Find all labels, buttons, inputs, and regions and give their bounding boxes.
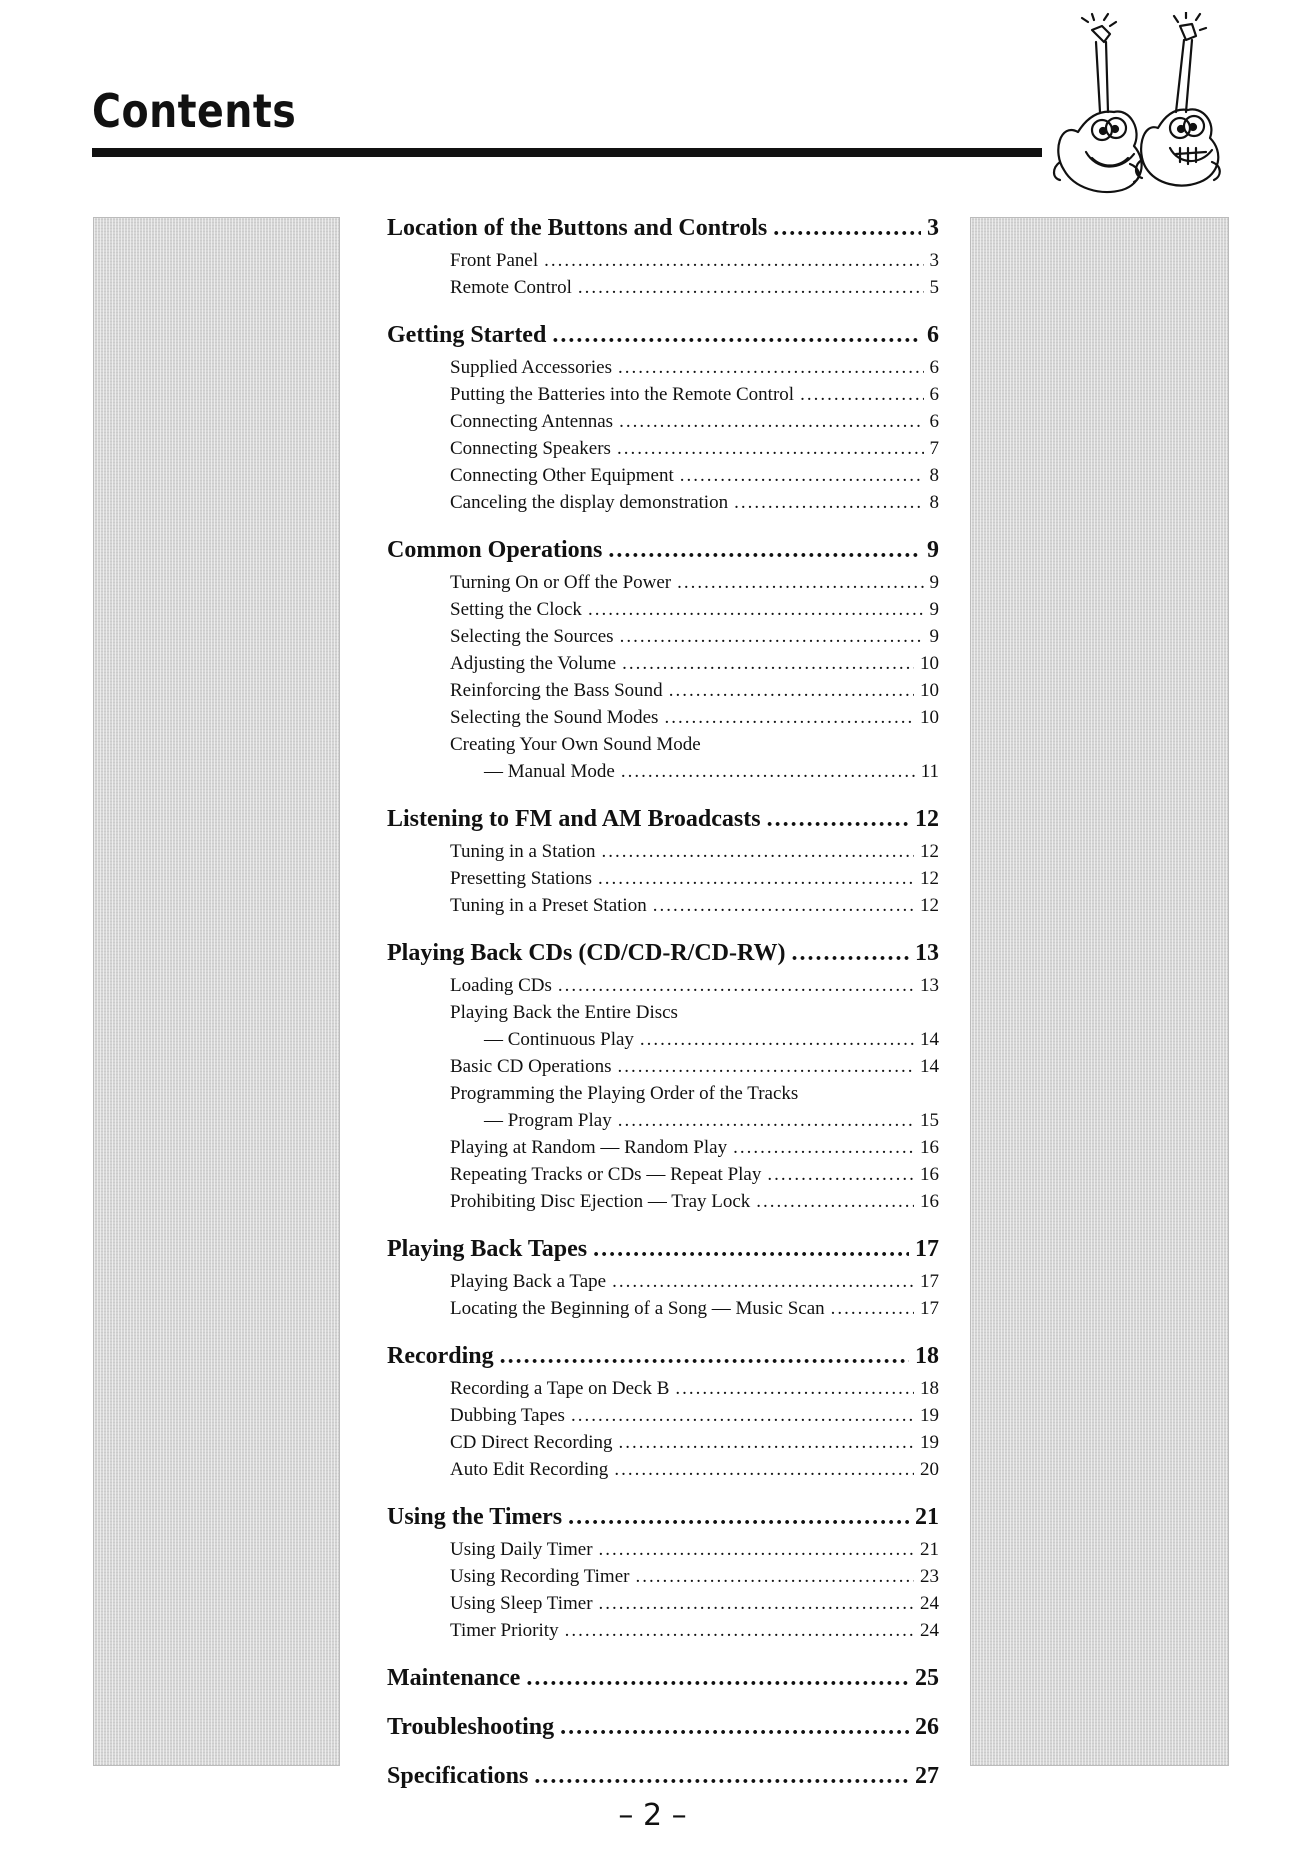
leader-dots	[669, 677, 914, 704]
page-number: – 2 –	[618, 1798, 687, 1833]
toc-entry-page: 11	[920, 761, 939, 782]
toc-entry-page: 10	[920, 707, 939, 728]
leader-dots	[617, 1053, 914, 1080]
leader-dots	[791, 938, 909, 968]
toc-entry[interactable]	[387, 596, 939, 623]
toc-entry-label: — Continuous Play	[484, 1029, 634, 1050]
toc-entry[interactable]	[387, 354, 939, 381]
toc-entry-label: Repeating Tracks or CDs — Repeat Play	[450, 1164, 762, 1185]
toc-entry-label: Dubbing Tapes	[450, 1405, 565, 1426]
toc-entry-label: Selecting the Sources	[450, 626, 614, 647]
leader-dots	[622, 650, 914, 677]
toc-entry-page: 10	[920, 680, 939, 701]
toc-entry[interactable]	[387, 704, 939, 731]
leader-dots	[831, 1295, 914, 1322]
toc-entry[interactable]	[387, 1375, 939, 1402]
toc-entry-label: Connecting Other Equipment	[450, 465, 674, 486]
toc-entry-label: Using Recording Timer	[450, 1566, 630, 1587]
toc-entry-label: CD Direct Recording	[450, 1432, 613, 1453]
toc-section[interactable]	[387, 804, 939, 834]
toc-entry[interactable]	[387, 1563, 939, 1590]
toc-entry[interactable]	[387, 1429, 939, 1456]
toc-section-page: 18	[915, 1343, 939, 1369]
toc-entry-label: Loading CDs	[450, 975, 552, 996]
toc-entry-label: Using Daily Timer	[450, 1539, 593, 1560]
toc-entry-label: Programming the Playing Order of the Tracks	[450, 1083, 799, 1104]
toc-entry-label: — Program Play	[484, 1110, 612, 1131]
leader-dots	[544, 247, 923, 274]
toc-section-page: 13	[915, 940, 939, 966]
toc-entry[interactable]	[387, 865, 939, 892]
toc-section-label: Recording	[387, 1343, 494, 1369]
toc-entry-label: Playing at Random — Random Play	[450, 1137, 728, 1158]
leader-dots	[558, 972, 914, 999]
toc-entry-page: 23	[920, 1566, 939, 1587]
leader-dots	[621, 758, 915, 785]
toc-entry-page: 24	[920, 1593, 939, 1614]
leader-dots	[767, 804, 909, 834]
toc-section[interactable]	[387, 938, 939, 968]
toc-entry-page: 16	[920, 1137, 939, 1158]
toc-entry[interactable]	[387, 247, 939, 274]
toc-entry-page: 3	[929, 250, 939, 271]
toc-entry-page: 9	[929, 599, 939, 620]
toc-section[interactable]	[387, 1663, 939, 1693]
toc-entry-page: 9	[929, 572, 939, 593]
left-shaded-panel	[93, 217, 340, 1766]
toc-entry-label: Remote Control	[450, 277, 572, 298]
toc-entry-page: 17	[920, 1298, 939, 1319]
toc-entry-label: Connecting Antennas	[450, 411, 614, 432]
toc-entry-page: 6	[929, 384, 939, 405]
toc-section-page: 3	[927, 215, 939, 241]
leader-dots	[653, 892, 914, 919]
toc-entry-label: Front Panel	[450, 250, 539, 271]
guitar-mascots-illustration	[1030, 12, 1240, 212]
toc-entry-label: Prohibiting Disc Ejection — Tray Lock	[450, 1191, 751, 1212]
toc-entry-page: 20	[920, 1459, 939, 1480]
leader-dots	[612, 1268, 914, 1295]
toc-section-label: Location of the Buttons and Controls	[387, 215, 768, 241]
leader-dots	[568, 1502, 909, 1532]
toc-section-page: 6	[927, 322, 939, 348]
toc-entry-label: Supplied Accessories	[450, 357, 613, 378]
toc-entry[interactable]	[387, 650, 939, 677]
toc-entry[interactable]	[387, 892, 939, 919]
toc-entry-page: 24	[920, 1620, 939, 1641]
toc-entry[interactable]	[387, 381, 939, 408]
toc-entry[interactable]	[387, 569, 939, 596]
toc-section[interactable]	[387, 1234, 939, 1264]
toc-entry-page: 13	[920, 975, 939, 996]
toc-section-page: 9	[927, 537, 939, 563]
toc-section-page: 25	[915, 1665, 939, 1691]
toc-entry[interactable]	[387, 1134, 939, 1161]
leader-dots	[800, 381, 923, 408]
toc-section-page: 17	[915, 1236, 939, 1262]
toc-entry-page: 14	[920, 1029, 939, 1050]
leader-dots	[640, 1026, 914, 1053]
leader-dots	[599, 1590, 914, 1617]
toc-entry-label: Selecting the Sound Modes	[450, 707, 659, 728]
toc-section-label: Playing Back CDs (CD/CD-R/CD-RW)	[387, 940, 786, 966]
toc-entry-page: 19	[920, 1432, 939, 1453]
toc-entry-page: 21	[920, 1539, 939, 1560]
leader-dots	[617, 435, 924, 462]
toc-section-label: Playing Back Tapes	[387, 1236, 588, 1262]
toc-entry[interactable]	[387, 489, 939, 516]
toc-section-label: Using the Timers	[387, 1504, 563, 1530]
toc-entry-label: Locating the Beginning of a Song — Music Scan	[450, 1298, 825, 1319]
toc-section[interactable]	[387, 1502, 939, 1532]
toc-section-label: Common Operations	[387, 537, 603, 563]
toc-entry-label: Connecting Speakers	[450, 438, 611, 459]
toc-entry[interactable]	[387, 462, 939, 489]
toc-entry[interactable]	[387, 274, 939, 301]
toc-entry-page: 12	[920, 868, 939, 889]
leader-dots	[526, 1663, 909, 1693]
toc-section-page: 12	[915, 806, 939, 832]
toc-entry-page: 16	[920, 1164, 939, 1185]
leader-dots	[618, 1107, 914, 1134]
toc-entry-page: 6	[929, 357, 939, 378]
toc-entry[interactable]	[387, 1590, 939, 1617]
toc-entry-page: 7	[929, 438, 939, 459]
leader-dots	[500, 1341, 909, 1371]
toc-section[interactable]	[387, 1341, 939, 1371]
toc-entry-label: Reinforcing the Bass Sound	[450, 680, 663, 701]
toc-entry[interactable]	[387, 999, 939, 1026]
leader-dots	[602, 838, 914, 865]
toc-entry-page: 16	[920, 1191, 939, 1212]
toc-entry[interactable]	[387, 731, 939, 758]
toc-entry-label: Adjusting the Volume	[450, 653, 617, 674]
leader-dots	[664, 704, 914, 731]
table-of-contents	[387, 213, 939, 1791]
toc-entry-label: — Manual Mode	[484, 761, 615, 782]
page-title: Contents	[92, 84, 297, 138]
leader-dots	[677, 569, 923, 596]
leader-dots	[593, 1234, 909, 1264]
leader-dots	[618, 354, 923, 381]
toc-entry[interactable]	[387, 623, 939, 650]
leader-dots	[578, 274, 924, 301]
toc-entry-page: 19	[920, 1405, 939, 1426]
leader-dots	[767, 1161, 914, 1188]
leader-dots	[534, 1761, 909, 1791]
toc-entry[interactable]	[387, 1161, 939, 1188]
leader-dots	[565, 1617, 914, 1644]
toc-section-label: Maintenance	[387, 1665, 521, 1691]
leader-dots	[635, 1563, 914, 1590]
toc-entry[interactable]	[387, 1053, 939, 1080]
leader-dots	[599, 1536, 914, 1563]
leader-dots	[733, 1134, 914, 1161]
toc-entry-page: 5	[929, 277, 939, 298]
leader-dots	[619, 408, 923, 435]
toc-entry-label: Playing Back the Entire Discs	[450, 1002, 678, 1023]
toc-entry-page: 17	[920, 1271, 939, 1292]
leader-dots	[588, 596, 924, 623]
toc-section-label: Specifications	[387, 1763, 529, 1789]
toc-entry-page: 15	[920, 1110, 939, 1131]
toc-entry[interactable]	[387, 435, 939, 462]
toc-entry-page: 8	[929, 465, 939, 486]
toc-entry[interactable]	[387, 1456, 939, 1483]
toc-section-page: 26	[915, 1714, 939, 1740]
toc-entry-label: Tuning in a Station	[450, 841, 596, 862]
toc-section-label: Getting Started	[387, 322, 547, 348]
toc-section-label: Listening to FM and AM Broadcasts	[387, 806, 761, 832]
toc-entry-page: 12	[920, 841, 939, 862]
toc-entry-label: Canceling the display demonstration	[450, 492, 729, 513]
leader-dots	[756, 1188, 914, 1215]
toc-entry-label: Basic CD Operations	[450, 1056, 612, 1077]
toc-entry[interactable]	[387, 1107, 939, 1134]
toc-entry[interactable]	[387, 1080, 939, 1107]
toc-entry-page: 8	[929, 492, 939, 513]
leader-dots	[598, 865, 914, 892]
toc-entry[interactable]	[387, 677, 939, 704]
leader-dots	[614, 1456, 914, 1483]
toc-entry[interactable]	[387, 1268, 939, 1295]
toc-entry[interactable]	[387, 758, 939, 785]
leader-dots	[560, 1712, 909, 1742]
leader-dots	[552, 320, 921, 350]
right-shaded-panel	[970, 217, 1229, 1766]
toc-entry[interactable]	[387, 1617, 939, 1644]
toc-section-page: 27	[915, 1763, 939, 1789]
toc-entry-page: 12	[920, 895, 939, 916]
toc-entry[interactable]	[387, 1402, 939, 1429]
toc-entry[interactable]	[387, 1536, 939, 1563]
toc-section[interactable]	[387, 535, 939, 565]
leader-dots	[608, 535, 921, 565]
toc-section[interactable]	[387, 213, 939, 243]
toc-entry-label: Timer Priority	[450, 1620, 559, 1641]
toc-entry-label: Putting the Batteries into the Remote Control	[450, 384, 795, 405]
toc-entry[interactable]	[387, 408, 939, 435]
leader-dots	[734, 489, 923, 516]
leader-dots	[675, 1375, 914, 1402]
toc-entry[interactable]	[387, 1026, 939, 1053]
leader-dots	[680, 462, 924, 489]
toc-section[interactable]	[387, 320, 939, 350]
title-rule	[92, 148, 1042, 157]
toc-entry-label: Playing Back a Tape	[450, 1271, 607, 1292]
toc-entry-page: 10	[920, 653, 939, 674]
toc-entry-label: Recording a Tape on Deck B	[450, 1378, 670, 1399]
leader-dots	[619, 1429, 914, 1456]
toc-entry-label: Using Sleep Timer	[450, 1593, 593, 1614]
leader-dots	[620, 623, 924, 650]
toc-section-page: 21	[915, 1504, 939, 1530]
toc-entry-label: Auto Edit Recording	[450, 1459, 609, 1480]
toc-entry[interactable]	[387, 1188, 939, 1215]
toc-section[interactable]	[387, 1712, 939, 1742]
toc-entry-label: Tuning in a Preset Station	[450, 895, 647, 916]
toc-section[interactable]	[387, 1761, 939, 1791]
toc-entry[interactable]	[387, 972, 939, 999]
toc-entry[interactable]	[387, 838, 939, 865]
toc-entry[interactable]	[387, 1295, 939, 1322]
toc-section-label: Troubleshooting	[387, 1714, 555, 1740]
leader-dots	[571, 1402, 914, 1429]
leader-dots	[773, 213, 921, 243]
toc-entry-page: 9	[929, 626, 939, 647]
toc-entry-label: Creating Your Own Sound Mode	[450, 734, 701, 755]
toc-entry-page: 6	[929, 411, 939, 432]
toc-entry-label: Presetting Stations	[450, 868, 592, 889]
toc-entry-label: Turning On or Off the Power	[450, 572, 672, 593]
toc-entry-label: Setting the Clock	[450, 599, 582, 620]
toc-entry-page: 18	[920, 1378, 939, 1399]
toc-entry-page: 14	[920, 1056, 939, 1077]
